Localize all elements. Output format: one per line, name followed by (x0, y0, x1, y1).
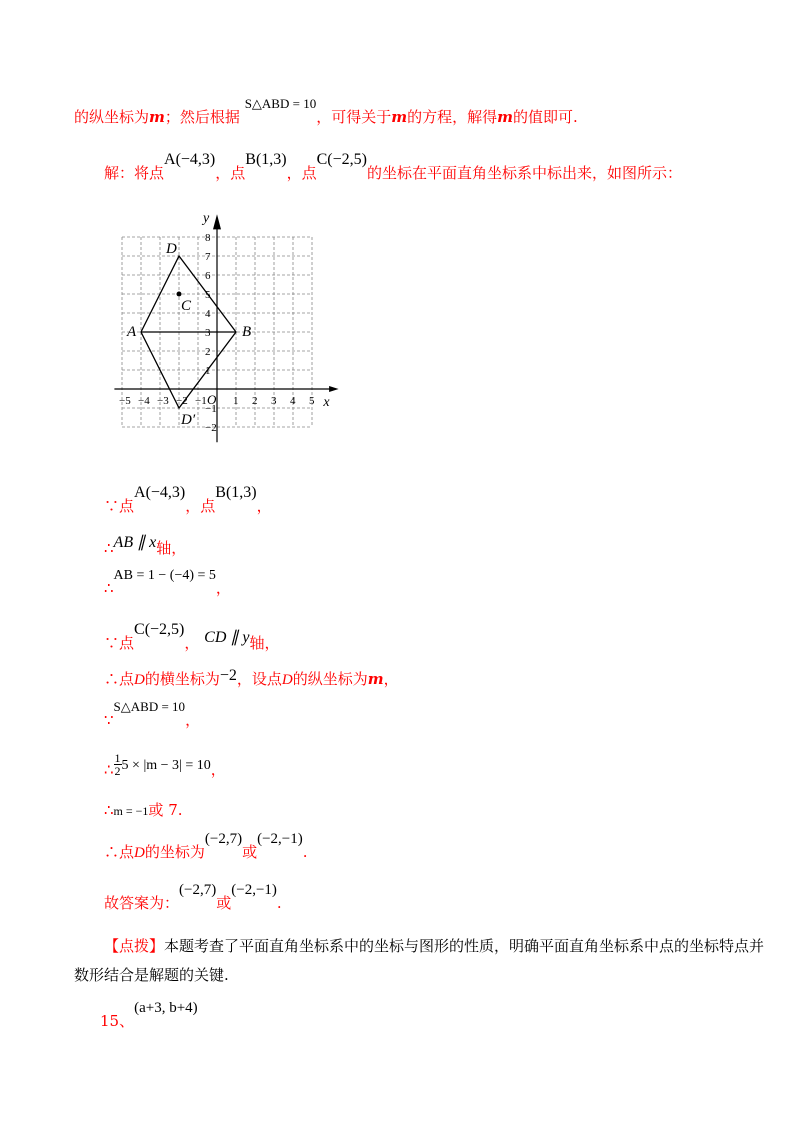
text-segment: 的纵坐标为 (292, 670, 368, 688)
answer-expression: (a+3, b+4) (134, 1000, 198, 1016)
text-line-6 (104, 621, 280, 654)
text-line-13 (104, 936, 764, 956)
point-d-prime-label: D′ (181, 412, 196, 428)
text-segment: 的纵坐标为 (74, 108, 150, 126)
coordinate-plane-figure (104, 205, 354, 450)
fraction-denominator: 2 (114, 764, 121, 778)
y-tick-label: 1 (205, 365, 211, 377)
text-line-7 (104, 669, 399, 690)
one-half-fraction (114, 752, 122, 777)
point-d-coord-1: (−2,7) (204, 831, 243, 847)
therefore-symbol: ∴ (104, 760, 114, 779)
text-line-5 (104, 568, 231, 600)
point-a-coord: A(−4,3) (164, 151, 216, 168)
area-equation: S△ABD = 10 (113, 699, 186, 714)
therefore-symbol: ∴ (104, 539, 114, 557)
text-segment: ，设点 (236, 670, 282, 688)
text-segment: ， (215, 579, 231, 597)
y-tick-label: 6 (205, 270, 211, 282)
text-segment: ， (184, 634, 200, 652)
question-number: 15、 (100, 1012, 135, 1030)
point-b-label: B (242, 324, 252, 340)
parallel-statement: CD ∥ y (204, 629, 250, 646)
ab-length-equation: AB = 1 − (−4) = 5 (113, 568, 216, 583)
x-tick-label: O (207, 392, 217, 407)
area-formula: 5 × |m − 3| = 10 (121, 757, 211, 773)
x-tick-label: −1 (195, 395, 207, 407)
variable-m: m (391, 108, 408, 126)
x-tick-label: 1 (233, 395, 239, 407)
x-tick-label: 2 (252, 395, 258, 407)
text-segment: ， (256, 497, 272, 515)
y-tick-label: −1 (205, 403, 217, 415)
x-axis-arrow (329, 386, 339, 392)
text-segment: ， (383, 670, 399, 688)
text-segment: ；然后根据 (164, 108, 240, 126)
text-segment: ∴点 (104, 670, 135, 688)
point-d-label: D (281, 672, 293, 688)
text-segment: 故答案为： (104, 894, 180, 912)
text-line-14 (74, 965, 229, 985)
m-solution: m = −1 (113, 804, 149, 818)
area-equation: S△ABD = 10 (244, 96, 317, 111)
text-segment: . (276, 894, 282, 912)
point-b-coord: B(1,3) (215, 484, 257, 501)
y-tick-label: 3 (205, 327, 211, 339)
because-symbol: ∵ (104, 711, 114, 729)
text-segment: 的坐标为 (144, 843, 205, 861)
text-segment: ， (210, 760, 226, 779)
variable-m: m (497, 108, 513, 126)
x-tick-label: 5 (309, 395, 315, 407)
text-line-10 (104, 800, 183, 821)
text-segment: 或 7. (148, 801, 183, 819)
therefore-symbol: ∴ (104, 579, 114, 597)
text-line-2 (104, 151, 682, 184)
text-segment: ，点 (185, 497, 216, 515)
x-tick-label: −2 (176, 395, 188, 407)
text-segment: 或 (216, 894, 232, 912)
fraction-numerator: 1 (114, 751, 121, 765)
y-tick-label: 4 (205, 308, 211, 320)
text-segment: 数形结合是解题的关键. (74, 966, 229, 984)
text-segment: 的方程，解得 (407, 108, 498, 126)
point-d-label: D (134, 672, 145, 688)
x-tick-label: 3 (271, 395, 277, 407)
text-segment: ，点 (215, 164, 246, 182)
point-d-label: D (166, 241, 177, 257)
point-d-coord-2: (−2,−1) (257, 831, 303, 847)
text-segment: 的值即可. (512, 108, 578, 126)
y-tick-label: −2 (205, 422, 217, 434)
variable-m: m (367, 670, 384, 688)
text-line-8 (104, 699, 201, 731)
answer-coord-2: (−2,−1) (231, 882, 277, 898)
point-a-label: A (127, 324, 137, 340)
text-line-3 (104, 484, 272, 517)
y-tick-label: 5 (205, 289, 211, 301)
point-a-coord: A(−4,3) (134, 484, 186, 501)
x-value: −2 (219, 667, 237, 684)
text-segment: 或 (242, 843, 258, 861)
text-segment: ∵点 (104, 634, 135, 652)
text-segment: 轴， (249, 634, 280, 652)
text-line-11 (104, 831, 308, 863)
text-segment: ， (185, 711, 201, 729)
y-axis-arrow (213, 214, 221, 229)
point-c-label: C (181, 298, 192, 314)
text-line-4 (104, 534, 187, 559)
text-line-12 (104, 882, 282, 914)
point-b-coord: B(1,3) (245, 151, 287, 168)
answer-coord-1: (−2,7) (179, 882, 217, 898)
y-tick-label: 7 (205, 251, 211, 263)
variable-m: m (149, 108, 165, 126)
text-segment: ，可得关于 (316, 108, 392, 126)
text-segment: ，点 (286, 164, 317, 182)
point-c-coord: C(−2,5) (316, 151, 367, 168)
text-segment: . (302, 843, 308, 861)
parallel-statement: AB ∥ x (113, 534, 157, 551)
x-tick-label: −3 (157, 395, 169, 407)
text-segment: 轴， (156, 539, 187, 557)
point-d-label: D (134, 845, 145, 861)
text-segment: 解：将点 (104, 164, 165, 182)
x-axis-label: x (323, 395, 330, 410)
text-segment: 的坐标在平面直角坐标系中标出来，如图所示： (366, 164, 682, 182)
y-tick-label: 2 (205, 346, 211, 358)
text-segment: ∵点 (104, 497, 135, 515)
text-segment: 的横坐标为 (144, 670, 220, 688)
point-c-dot (177, 292, 182, 297)
text-line-9 (104, 751, 226, 783)
y-tick-label: 8 (205, 232, 211, 244)
text-segment: ∴点 (104, 843, 135, 861)
x-tick-label: −4 (138, 395, 150, 407)
x-tick-label: −5 (119, 395, 131, 407)
text-line-15 (100, 1000, 198, 1032)
x-tick-label: 4 (290, 395, 296, 407)
therefore-symbol: ∴ (104, 801, 114, 819)
y-axis-label: y (203, 211, 210, 226)
tip-tag: 【点拨】 (104, 937, 165, 955)
point-c-coord: C(−2,5) (134, 621, 185, 638)
text-line-1 (74, 96, 578, 128)
text-segment: 本题考查了平面直角坐标系中的坐标与图形的性质，明确平面直角坐标系中点的坐标特点并 (164, 937, 765, 955)
